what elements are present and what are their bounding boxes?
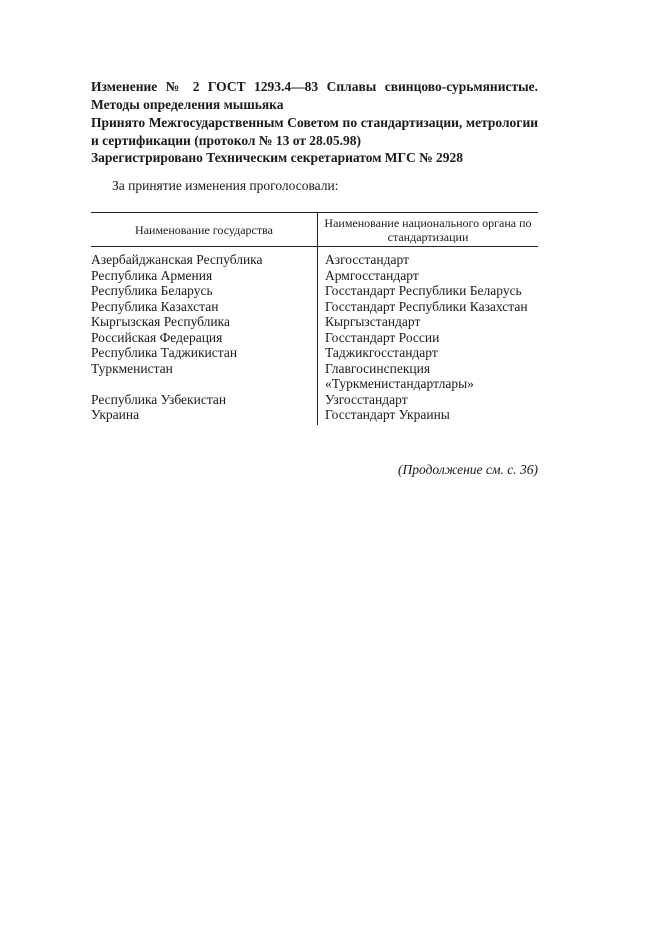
registration-note: Зарегистрировано Техническим секретариатом МГС № 2928: [91, 150, 464, 165]
state-cell: Республика Беларусь: [91, 283, 213, 298]
table-row: [91, 299, 538, 315]
table-row: [91, 392, 538, 408]
table-row: [91, 252, 538, 268]
table-row: [91, 314, 538, 330]
table-header-rule: [91, 246, 538, 247]
voting-table-body: [91, 252, 538, 423]
org-cell: Армгосстандарт: [325, 267, 419, 283]
org-cell: Госстандарт Украины: [325, 407, 450, 422]
vote-intro: За принятие изменения проголосовали:: [112, 178, 339, 193]
state-cell: Республика Казахстан: [91, 298, 219, 314]
state-cell: Туркменистан: [91, 360, 173, 376]
org-cell: Азгосстандарт: [325, 252, 409, 267]
state-cell: Республика Узбекистан: [91, 391, 227, 407]
state-cell: Российская Федерация: [91, 329, 223, 345]
org-cell: Госстандарт России: [325, 329, 440, 345]
state-cell: Украина: [91, 407, 140, 422]
amendment-title: Изменение № 2 ГОСТ 1293.4—83 Сплавы свинцово-сурьмянистые. Методы определения мышьяка: [91, 79, 538, 112]
org-cell: Госстандарт Республики Беларусь: [325, 283, 522, 298]
org-cell: Кыргызстандарт: [325, 314, 421, 329]
table-row: [91, 407, 538, 423]
org-cell: Таджикгосстандарт: [325, 345, 438, 360]
column-header-org: Наименование национального органа по стандартизации: [324, 216, 532, 244]
state-cell: Кыргызская Республика: [91, 314, 230, 329]
table-top-rule: [91, 212, 538, 213]
org-cell: Госстандарт Республики Казахстан: [325, 298, 528, 314]
state-cell: Республика Армения: [91, 267, 213, 283]
adoption-note: Принято Межгосударственным Советом по стандартизации, метрологии и сертификации (протокол № 13 от 28.05.98): [91, 115, 538, 148]
table-row: [91, 330, 538, 346]
continuation-note: (Продолжение см. с. 36): [398, 462, 538, 477]
column-header-state: Наименование государства: [135, 223, 273, 237]
table-row: [91, 268, 538, 284]
org-cell: Узгосстандарт: [325, 391, 408, 407]
table-row: [91, 361, 538, 392]
org-cell: Главгосинспекция «Туркменистандартлары»: [325, 360, 474, 391]
state-cell: Республика Таджикистан: [91, 345, 238, 360]
table-row: [91, 283, 538, 299]
state-cell: Азербайджанская Республика: [91, 252, 263, 267]
table-row: [91, 345, 538, 361]
